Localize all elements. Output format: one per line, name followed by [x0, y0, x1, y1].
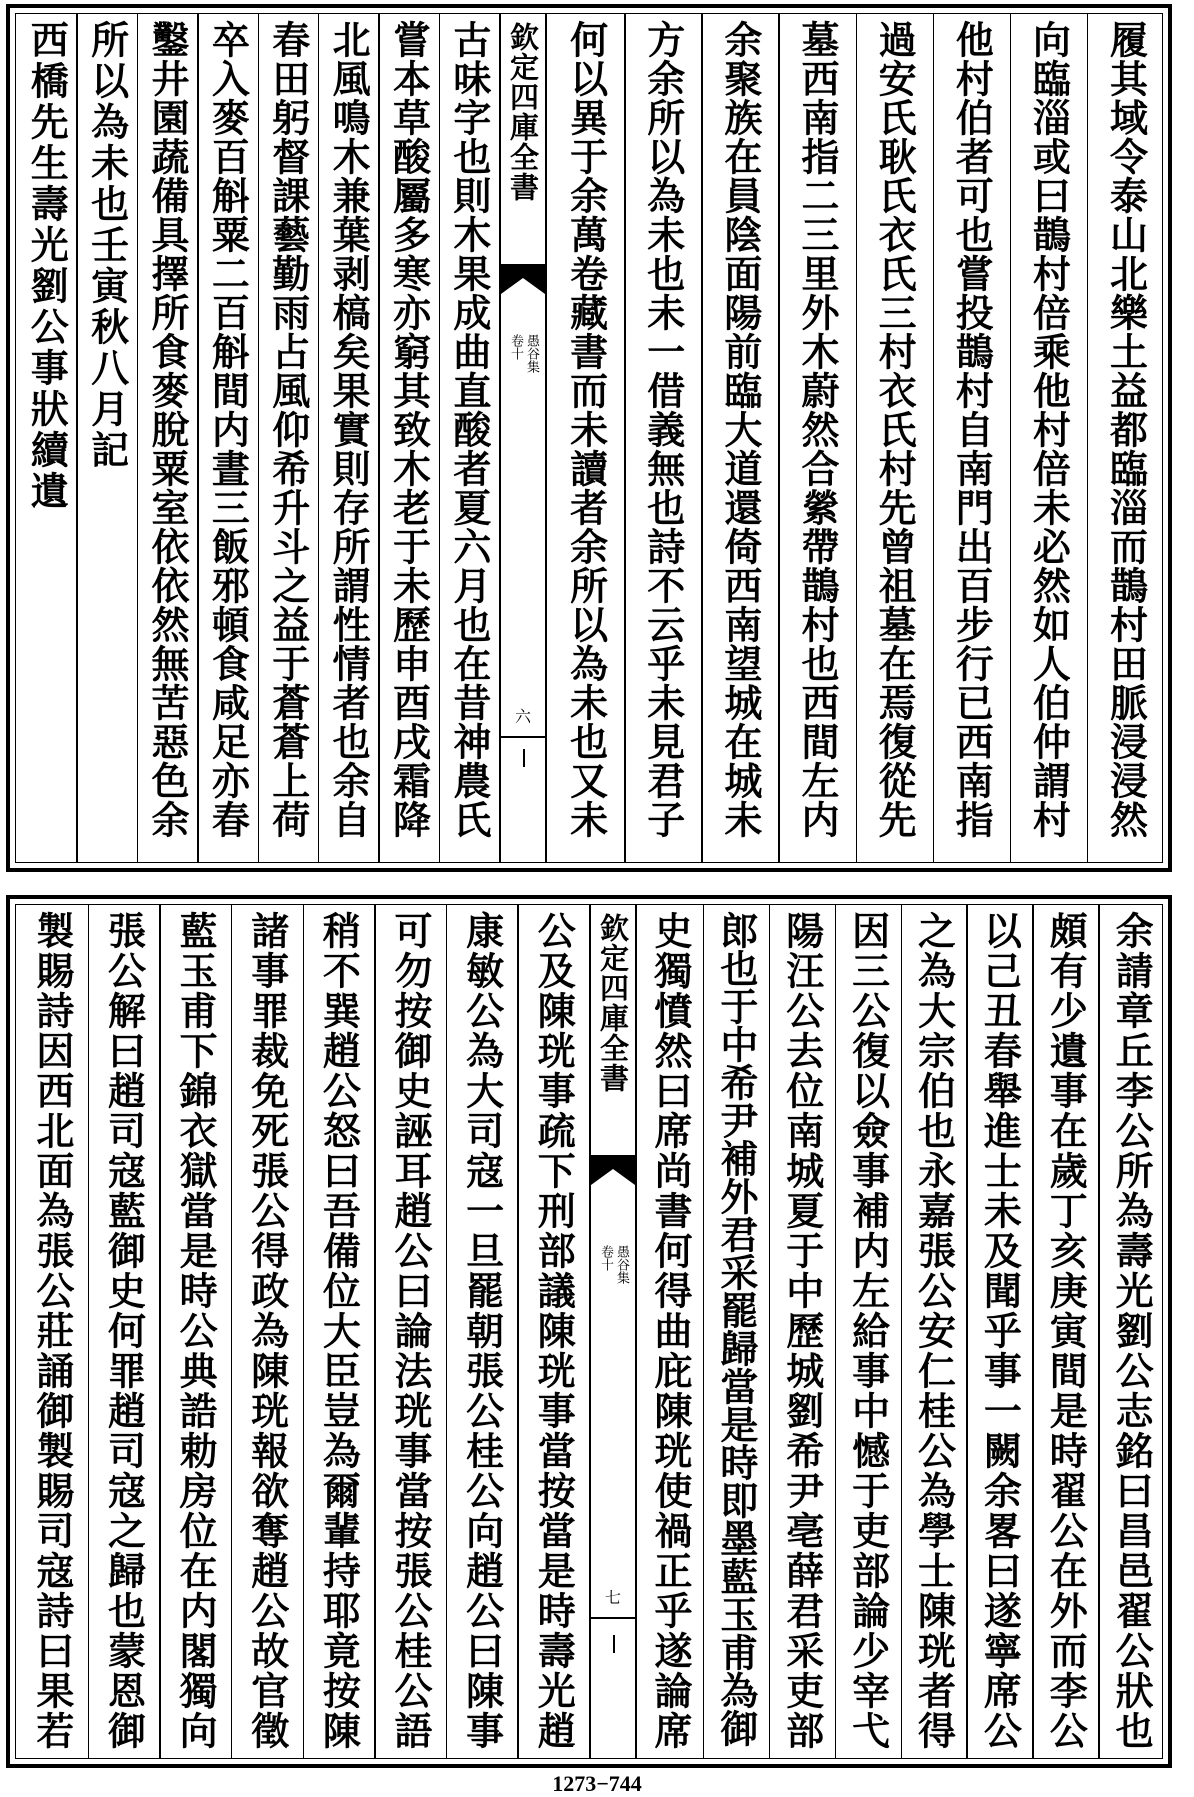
column-rule: [703, 905, 705, 1758]
text-column: [30, 911, 74, 1752]
lower-fishtail-mark: [591, 1155, 635, 1185]
text-column: [326, 20, 370, 856]
column-text: 陽汪公去位南城夏于中歷城劉希尹亳薛君采吏部: [779, 911, 825, 1751]
column-rule: [446, 905, 448, 1758]
column-rule: [835, 905, 837, 1758]
column-text: 鑿井園蔬備具擇所食麥脫粟室依依然無苦惡色余: [144, 20, 190, 839]
column-text: 過安氏耿氏衣氏三村衣氏村先曾祖墓在焉復從先: [872, 20, 918, 839]
text-column: [205, 20, 249, 856]
column-rule: [439, 14, 441, 862]
text-column: [718, 20, 762, 856]
column-rule: [258, 14, 260, 862]
text-column: [388, 911, 432, 1752]
upper-volume-a: 愚谷集: [524, 334, 539, 373]
upper-center-column: [499, 14, 547, 862]
column-text: 何以異于余萬卷藏書而未讀者余所以為未也又未: [563, 20, 609, 839]
column-text: 卒入麥百斛粟二百斛間内晝三飯邪頓食咸足亦春: [205, 20, 251, 839]
upper-center-tick: [523, 749, 525, 767]
text-column: [1043, 911, 1087, 1752]
text-column: [173, 911, 217, 1752]
lower-page-number: 七: [604, 1588, 621, 1607]
upper-running-title: 欽定四庫全書: [506, 22, 540, 202]
text-column: [564, 20, 608, 856]
text-column: [911, 911, 955, 1752]
lower-volume-a: 愚谷集: [614, 1245, 629, 1284]
text-column: [949, 20, 993, 856]
column-rule: [1032, 905, 1034, 1758]
lower-center-column: [589, 905, 637, 1758]
column-rule: [1098, 905, 1100, 1758]
text-column: [846, 911, 890, 1752]
column-rule: [901, 905, 903, 1758]
text-column: [795, 20, 839, 856]
column-text: 藍玉甫下錦衣獄當是時公典誥勅房位在内閣獨向: [173, 911, 219, 1751]
text-column: [714, 911, 758, 1752]
column-text: 北風鳴木兼葉剥槁矣果實則存所謂性情者也余自: [326, 20, 372, 839]
text-column: [531, 911, 575, 1752]
text-column: [872, 20, 916, 856]
column-rule: [778, 14, 780, 862]
text-column: [648, 911, 692, 1752]
upper-fishtail-mark: [501, 264, 545, 294]
lower-center-tick: [613, 1635, 615, 1653]
column-rule: [76, 14, 78, 862]
column-text: 所以為未也壬寅秋八月記: [84, 20, 130, 471]
column-text: 嘗本草酸屬多寒亦窮其致木老于未歷申酉戌霜降: [386, 20, 432, 839]
column-text: 張公解曰趙司寇藍御史何罪趙司寇之歸也蒙恩御: [101, 911, 147, 1751]
column-rule: [1087, 14, 1089, 862]
column-rule: [159, 905, 161, 1758]
column-text: 之為大宗伯也永嘉張公安仁桂公為學士陳珖者得: [911, 911, 957, 1751]
column-rule: [231, 905, 233, 1758]
column-rule: [137, 14, 139, 862]
column-text: 因三公復以僉事補内左給事中憾于吏部論少宰弋: [845, 911, 891, 1751]
text-column: [460, 911, 504, 1752]
text-column: [447, 20, 491, 856]
column-text: 郎也于中希尹補外君采罷歸當是時即墨藍玉甫為御: [713, 911, 759, 1747]
column-rule: [374, 905, 376, 1758]
column-rule: [197, 14, 199, 862]
text-column: [145, 20, 189, 856]
text-column: [245, 911, 289, 1752]
column-text: 古味字也則木果成曲直酸者夏六月也在昔神農氏: [446, 20, 492, 839]
upper-page: [6, 4, 1172, 872]
column-text: 以己丑春舉進士未及聞乎事一闕余畧曰遂寧席公: [977, 911, 1023, 1751]
column-text: 余聚族在員陰面陽前臨大道還倚西南望城在城未: [717, 20, 763, 839]
column-text: 史獨憤然曰席尚書何得曲庇陳珖使禍正乎遂論席: [647, 911, 693, 1751]
column-rule: [1010, 14, 1012, 862]
lower-running-title: 欽定四庫全書: [596, 913, 630, 1093]
column-rule: [769, 905, 771, 1758]
text-column: [641, 20, 685, 856]
text-column: [977, 911, 1021, 1752]
text-column: [85, 20, 129, 856]
column-rule: [966, 905, 968, 1758]
column-rule: [701, 14, 703, 862]
upper-center-rule: [501, 736, 545, 738]
column-text: 稍不巽趙公怒曰吾備位大臣豈為爾輩持耶竟按陳: [316, 911, 362, 1751]
upper-volume-b: 卷十: [508, 334, 523, 360]
text-column: [101, 911, 145, 1752]
page-code: 1273−744: [552, 1771, 642, 1796]
lower-page: [6, 895, 1172, 1768]
lower-page-frame: [15, 904, 1163, 1759]
column-text: 春田躬督課藝勤雨占風仰希升斗之益于蒼蒼上荷: [265, 20, 311, 839]
text-column: [1103, 20, 1147, 856]
column-rule: [303, 905, 305, 1758]
upper-volume-label: [505, 334, 541, 373]
lower-center-rule: [591, 1617, 635, 1619]
column-text: 方余所以為未也未一借義無也詩不云乎未見君子: [640, 20, 686, 839]
column-text: 余請章丘李公所為壽光劉公志銘曰昌邑翟公狀也: [1109, 911, 1155, 1751]
text-column: [266, 20, 310, 856]
column-text: 西橋先生壽光劉公事狀續遺: [24, 20, 70, 512]
text-column: [24, 20, 68, 856]
column-rule: [88, 905, 90, 1758]
upper-page-frame: [15, 13, 1163, 863]
text-column: [386, 20, 430, 856]
lower-volume-label: [595, 1245, 631, 1284]
column-text: 可勿按御史誣耳趙公曰論法珖事當按張公桂公語: [387, 911, 433, 1751]
text-column: [316, 911, 360, 1752]
column-rule: [378, 14, 380, 862]
lower-volume-b: 卷十: [598, 1245, 613, 1271]
column-text: 製賜詩因西北面為張公莊誦御製賜司寇詩曰果若: [29, 911, 75, 1751]
column-rule: [517, 905, 519, 1758]
text-column: [780, 911, 824, 1752]
column-rule: [933, 14, 935, 862]
column-text: 墓西南指二三里外木蔚然合縈帶鵲村也西間左内: [794, 20, 840, 839]
text-column: [1109, 911, 1153, 1752]
column-rule: [856, 14, 858, 862]
text-column: [1026, 20, 1070, 856]
upper-page-number: 六: [514, 707, 531, 726]
column-rule: [624, 14, 626, 862]
column-text: 履其域令泰山北樂土益都臨淄而鵲村田脈浸浸然: [1103, 20, 1149, 839]
column-text: 他村伯者可也嘗投鵲村自南門出百步行已西南指: [949, 20, 995, 839]
column-rule: [318, 14, 320, 862]
column-text: 康敏公為大司寇一旦罷朝張公桂公向趙公曰陳事: [459, 911, 505, 1751]
column-text: 諸事罪裁免死張公得政為陳珖報欲奪趙公故官徵: [244, 911, 290, 1751]
column-text: 頗有少遺事在歲丁亥庚寅間是時翟公在外而李公: [1043, 911, 1089, 1751]
column-text: 公及陳珖事疏下刑部議陳珖事當按當是時壽光趙: [531, 911, 577, 1751]
column-text: 向臨淄或曰鵲村倍乘他村倍未必然如人伯仲謂村: [1026, 20, 1072, 839]
